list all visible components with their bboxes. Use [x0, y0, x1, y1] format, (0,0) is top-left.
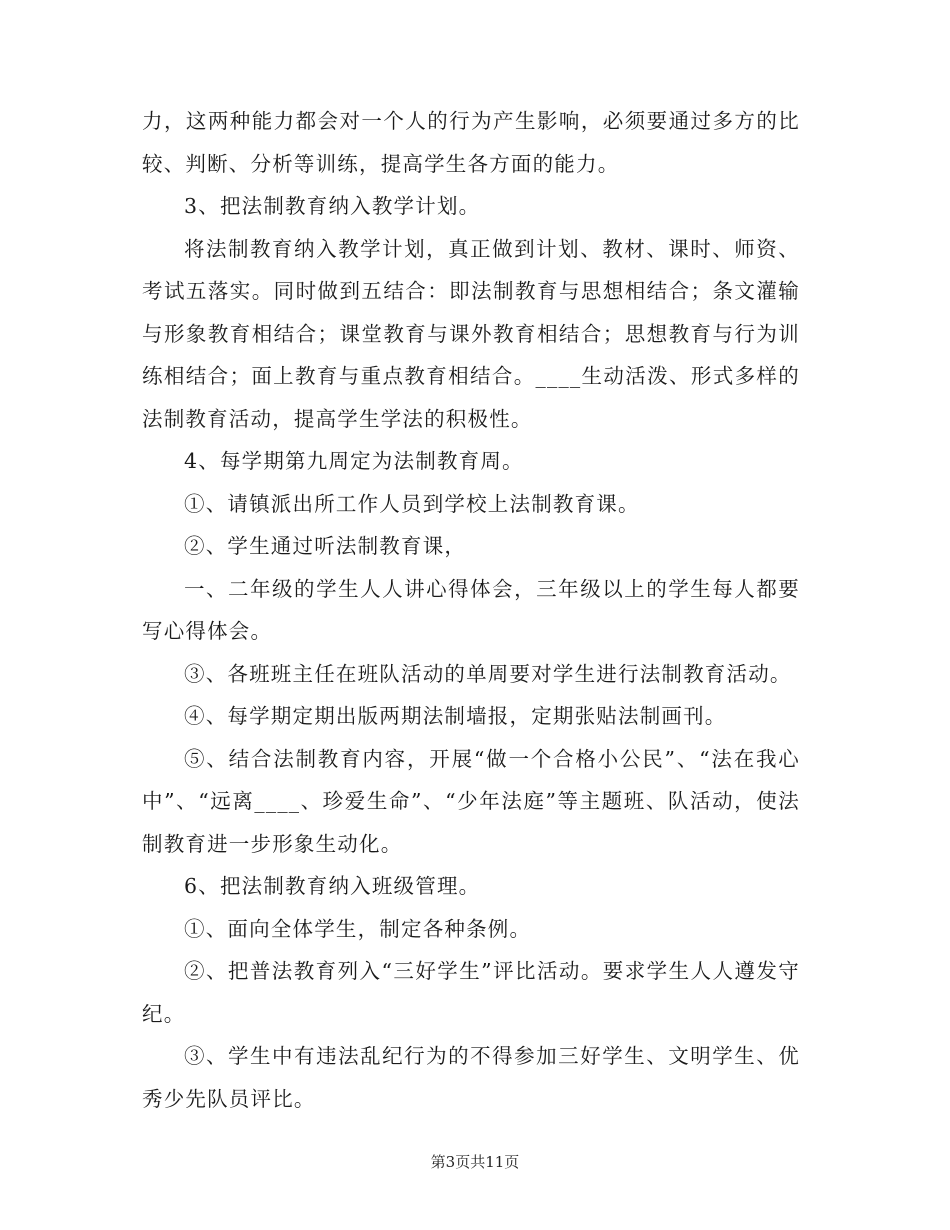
paragraph-13: ②、把普法教育列入“三好学生”评比活动。要求学生人人遵发守纪。	[142, 959, 800, 1026]
paragraph-3: 将法制教育纳入教学计划，真正做到计划、教材、课时、师资、考试五落实。同时做到五结合：即法制教育与思想相结合；条文灌输与形象教育相结合；课堂教育与课外教育相结合；思想教育与行为训练相结合；面上教育与重点教育相结合。____生动活泼、形式多样的法制教育活动，提高学生学法的积极性。	[142, 236, 800, 431]
document-body	[142, 100, 800, 1120]
paragraph-1: 力，这两种能力都会对一个人的行为产生影响，必须要通过多方的比较、判断、分析等训练，提高学生各方面的能力。	[142, 109, 800, 176]
paragraph-7: 一、二年级的学生人人讲心得体会，三年级以上的学生每人都要写心得体会。	[142, 576, 800, 643]
paragraph-4: 4、每学期第九周定为法制教育周。	[184, 449, 524, 473]
paragraph-5: ①、请镇派出所工作人员到学校上法制教育课。	[184, 491, 640, 516]
paragraph-8: ③、各班班主任在班队活动的单周要对学生进行法制教育活动。	[184, 661, 792, 686]
paragraph-10: ⑤、结合法制教育内容，开展“做一个合格小公民”、“法在我心中”、“远离____、珍爱生命”、“少年法庭”等主题班、队活动，使法制教育进一步形象生动化。	[142, 746, 800, 856]
page-number-footer: 第3页共11页	[430, 1153, 520, 1171]
paragraph-9: ④、每学期定期出版两期法制墙报，定期张贴法制画刊。	[184, 704, 727, 728]
paragraph-11: 6、把法制教育纳入班级管理。	[184, 874, 481, 898]
paragraph-2: 3、把法制教育纳入教学计划。	[184, 194, 481, 218]
paragraph-6: ②、学生通过听法制教育课，	[184, 534, 467, 558]
paragraph-12: ①、面向全体学生，制定各种条例。	[184, 916, 532, 941]
paragraph-14: ③、学生中有违法乱纪行为的不得参加三好学生、文明学生、优秀少先队员评比。	[142, 1044, 800, 1111]
